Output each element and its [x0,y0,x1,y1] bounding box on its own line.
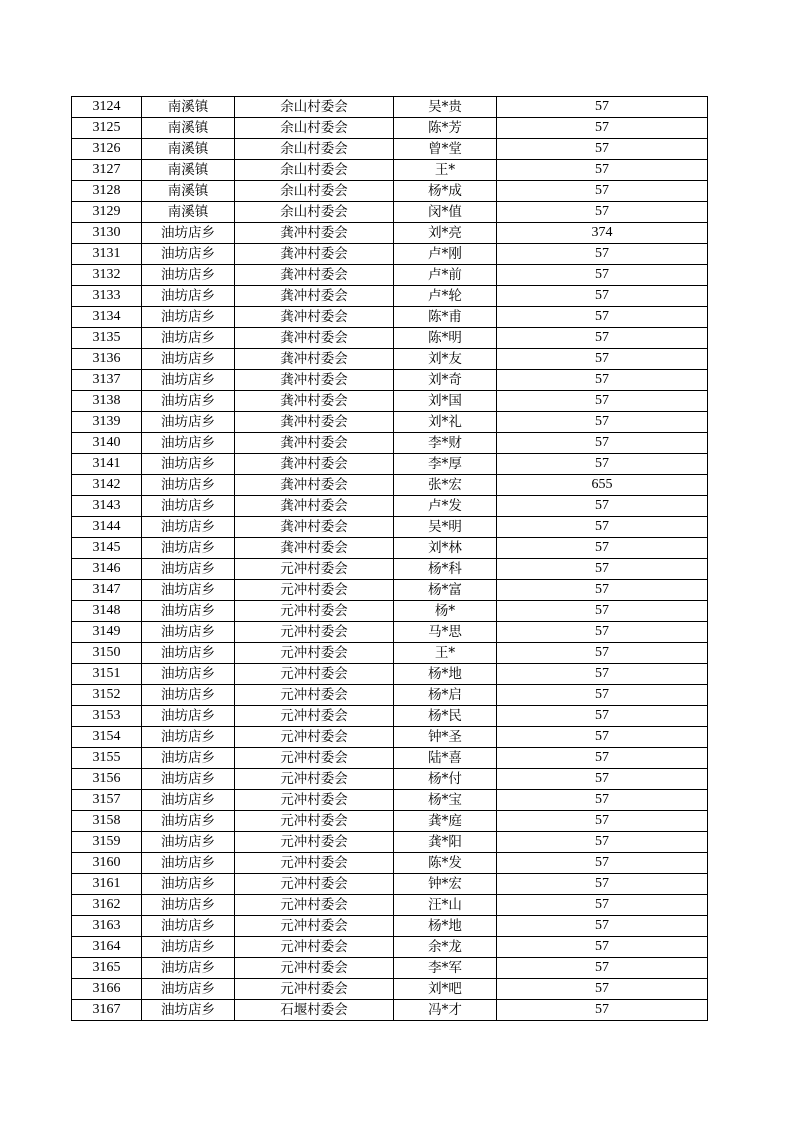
name-cell: 杨*启 [394,685,497,706]
amount-cell: 57 [497,391,708,412]
name-cell: 杨*科 [394,559,497,580]
amount-cell: 57 [497,412,708,433]
name-cell: 刘*国 [394,391,497,412]
name-cell: 杨*宝 [394,790,497,811]
name-cell: 汪*山 [394,895,497,916]
amount-cell: 57 [497,580,708,601]
township-cell: 油坊店乡 [142,349,235,370]
amount-cell: 57 [497,727,708,748]
township-cell: 油坊店乡 [142,916,235,937]
row-number-cell: 3133 [72,286,142,307]
table-row [72,643,708,664]
township-cell: 油坊店乡 [142,454,235,475]
name-cell: 张*宏 [394,475,497,496]
name-cell: 王* [394,160,497,181]
name-cell: 杨*成 [394,181,497,202]
amount-cell: 57 [497,664,708,685]
row-number-cell: 3143 [72,496,142,517]
village-committee-cell: 龚冲村委会 [235,475,394,496]
row-number-cell: 3157 [72,790,142,811]
name-cell: 钟*圣 [394,727,497,748]
village-committee-cell: 元冲村委会 [235,937,394,958]
table-row [72,265,708,286]
row-number-cell: 3147 [72,580,142,601]
row-number-cell: 3159 [72,832,142,853]
amount-cell: 57 [497,538,708,559]
row-number-cell: 3125 [72,118,142,139]
township-cell: 油坊店乡 [142,811,235,832]
township-cell: 油坊店乡 [142,559,235,580]
table-row [72,769,708,790]
table-row [72,223,708,244]
village-committee-cell: 元冲村委会 [235,580,394,601]
row-number-cell: 3131 [72,244,142,265]
table-row [72,454,708,475]
row-number-cell: 3140 [72,433,142,454]
village-committee-cell: 元冲村委会 [235,832,394,853]
amount-cell: 374 [497,223,708,244]
row-number-cell: 3126 [72,139,142,160]
table-row [72,391,708,412]
amount-cell: 57 [497,811,708,832]
township-cell: 油坊店乡 [142,328,235,349]
amount-cell: 57 [497,160,708,181]
village-committee-cell: 龚冲村委会 [235,433,394,454]
table-row [72,517,708,538]
township-cell: 油坊店乡 [142,727,235,748]
township-cell: 南溪镇 [142,160,235,181]
name-cell: 刘*友 [394,349,497,370]
name-cell: 卢*发 [394,496,497,517]
table-row [72,622,708,643]
village-committee-cell: 元冲村委会 [235,874,394,895]
table-row [72,874,708,895]
township-cell: 南溪镇 [142,139,235,160]
amount-cell: 57 [497,433,708,454]
amount-cell: 57 [497,937,708,958]
table-row [72,370,708,391]
township-cell: 油坊店乡 [142,265,235,286]
row-number-cell: 3130 [72,223,142,244]
amount-cell: 57 [497,349,708,370]
table-body [72,97,708,1021]
township-cell: 油坊店乡 [142,1000,235,1021]
row-number-cell: 3162 [72,895,142,916]
name-cell: 吴*贵 [394,97,497,118]
village-committee-cell: 龚冲村委会 [235,538,394,559]
table-row [72,97,708,118]
name-cell: 杨*地 [394,916,497,937]
amount-cell: 57 [497,118,708,139]
township-cell: 南溪镇 [142,202,235,223]
amount-cell: 57 [497,97,708,118]
name-cell: 曾*堂 [394,139,497,160]
village-committee-cell: 龚冲村委会 [235,349,394,370]
amount-cell: 57 [497,202,708,223]
amount-cell: 57 [497,685,708,706]
village-committee-cell: 龚冲村委会 [235,454,394,475]
table-row [72,181,708,202]
name-cell: 杨*富 [394,580,497,601]
township-cell: 油坊店乡 [142,958,235,979]
village-committee-cell: 石堰村委会 [235,1000,394,1021]
amount-cell: 57 [497,874,708,895]
table-row [72,916,708,937]
amount-cell: 57 [497,769,708,790]
township-cell: 油坊店乡 [142,475,235,496]
row-number-cell: 3150 [72,643,142,664]
name-cell: 杨*付 [394,769,497,790]
row-number-cell: 3136 [72,349,142,370]
village-committee-cell: 龚冲村委会 [235,517,394,538]
name-cell: 闵*值 [394,202,497,223]
village-committee-cell: 元冲村委会 [235,895,394,916]
amount-cell: 655 [497,475,708,496]
village-committee-cell: 元冲村委会 [235,811,394,832]
name-cell: 余*龙 [394,937,497,958]
township-cell: 油坊店乡 [142,937,235,958]
table-row [72,580,708,601]
row-number-cell: 3137 [72,370,142,391]
name-cell: 陈*芳 [394,118,497,139]
table-row [72,832,708,853]
amount-cell: 57 [497,244,708,265]
table-row [72,685,708,706]
table-row [72,937,708,958]
row-number-cell: 3160 [72,853,142,874]
row-number-cell: 3135 [72,328,142,349]
amount-cell: 57 [497,370,708,391]
name-cell: 龚*庭 [394,811,497,832]
table-row [72,349,708,370]
name-cell: 杨*地 [394,664,497,685]
amount-cell: 57 [497,517,708,538]
row-number-cell: 3154 [72,727,142,748]
table-row [72,160,708,181]
village-committee-cell: 元冲村委会 [235,601,394,622]
name-cell: 陈*甫 [394,307,497,328]
village-committee-cell: 龚冲村委会 [235,223,394,244]
village-committee-cell: 元冲村委会 [235,664,394,685]
name-cell: 卢*刚 [394,244,497,265]
township-cell: 油坊店乡 [142,643,235,664]
amount-cell: 57 [497,328,708,349]
village-committee-cell: 龚冲村委会 [235,496,394,517]
table-row [72,748,708,769]
amount-cell: 57 [497,622,708,643]
village-committee-cell: 余山村委会 [235,202,394,223]
amount-cell: 57 [497,181,708,202]
row-number-cell: 3141 [72,454,142,475]
village-committee-cell: 龚冲村委会 [235,265,394,286]
data-table [71,96,708,1021]
row-number-cell: 3163 [72,916,142,937]
name-cell: 吴*明 [394,517,497,538]
table-row [72,853,708,874]
name-cell: 刘*奇 [394,370,497,391]
township-cell: 油坊店乡 [142,664,235,685]
township-cell: 油坊店乡 [142,622,235,643]
row-number-cell: 3161 [72,874,142,895]
table-row [72,475,708,496]
village-committee-cell: 元冲村委会 [235,916,394,937]
row-number-cell: 3153 [72,706,142,727]
name-cell: 李*财 [394,433,497,454]
amount-cell: 57 [497,979,708,1000]
township-cell: 油坊店乡 [142,412,235,433]
amount-cell: 57 [497,286,708,307]
amount-cell: 57 [497,139,708,160]
row-number-cell: 3148 [72,601,142,622]
name-cell: 刘*吧 [394,979,497,1000]
name-cell: 李*厚 [394,454,497,475]
row-number-cell: 3138 [72,391,142,412]
township-cell: 南溪镇 [142,97,235,118]
row-number-cell: 3134 [72,307,142,328]
name-cell: 杨* [394,601,497,622]
table-row [72,139,708,160]
township-cell: 油坊店乡 [142,979,235,1000]
table-row [72,895,708,916]
village-committee-cell: 元冲村委会 [235,979,394,1000]
township-cell: 油坊店乡 [142,895,235,916]
row-number-cell: 3128 [72,181,142,202]
village-committee-cell: 余山村委会 [235,139,394,160]
township-cell: 油坊店乡 [142,517,235,538]
table-row [72,328,708,349]
village-committee-cell: 元冲村委会 [235,559,394,580]
amount-cell: 57 [497,832,708,853]
amount-cell: 57 [497,748,708,769]
amount-cell: 57 [497,916,708,937]
table-row [72,979,708,1000]
amount-cell: 57 [497,559,708,580]
amount-cell: 57 [497,454,708,475]
amount-cell: 57 [497,496,708,517]
township-cell: 南溪镇 [142,181,235,202]
name-cell: 刘*礼 [394,412,497,433]
name-cell: 卢*前 [394,265,497,286]
row-number-cell: 3156 [72,769,142,790]
amount-cell: 57 [497,895,708,916]
table-row [72,412,708,433]
township-cell: 油坊店乡 [142,223,235,244]
village-committee-cell: 元冲村委会 [235,643,394,664]
row-number-cell: 3142 [72,475,142,496]
name-cell: 陈*明 [394,328,497,349]
table-row [72,706,708,727]
township-cell: 油坊店乡 [142,769,235,790]
village-committee-cell: 龚冲村委会 [235,391,394,412]
name-cell: 马*思 [394,622,497,643]
village-committee-cell: 元冲村委会 [235,685,394,706]
name-cell: 杨*民 [394,706,497,727]
name-cell: 龚*阳 [394,832,497,853]
township-cell: 油坊店乡 [142,496,235,517]
village-committee-cell: 元冲村委会 [235,853,394,874]
row-number-cell: 3144 [72,517,142,538]
table-row [72,286,708,307]
township-cell: 油坊店乡 [142,706,235,727]
amount-cell: 57 [497,307,708,328]
name-cell: 钟*宏 [394,874,497,895]
village-committee-cell: 龚冲村委会 [235,328,394,349]
village-committee-cell: 余山村委会 [235,97,394,118]
village-committee-cell: 元冲村委会 [235,622,394,643]
village-committee-cell: 龚冲村委会 [235,307,394,328]
table-row [72,496,708,517]
amount-cell: 57 [497,706,708,727]
village-committee-cell: 龚冲村委会 [235,244,394,265]
table-row [72,601,708,622]
row-number-cell: 3124 [72,97,142,118]
row-number-cell: 3127 [72,160,142,181]
row-number-cell: 3132 [72,265,142,286]
village-committee-cell: 龚冲村委会 [235,412,394,433]
table-row [72,664,708,685]
name-cell: 陆*喜 [394,748,497,769]
row-number-cell: 3151 [72,664,142,685]
table-row [72,727,708,748]
village-committee-cell: 元冲村委会 [235,958,394,979]
table-row [72,307,708,328]
row-number-cell: 3146 [72,559,142,580]
village-committee-cell: 元冲村委会 [235,790,394,811]
row-number-cell: 3164 [72,937,142,958]
row-number-cell: 3149 [72,622,142,643]
township-cell: 油坊店乡 [142,853,235,874]
row-number-cell: 3165 [72,958,142,979]
row-number-cell: 3166 [72,979,142,1000]
row-number-cell: 3158 [72,811,142,832]
row-number-cell: 3139 [72,412,142,433]
township-cell: 油坊店乡 [142,832,235,853]
table-row [72,811,708,832]
amount-cell: 57 [497,601,708,622]
amount-cell: 57 [497,853,708,874]
village-committee-cell: 元冲村委会 [235,748,394,769]
township-cell: 油坊店乡 [142,748,235,769]
village-committee-cell: 余山村委会 [235,181,394,202]
township-cell: 油坊店乡 [142,391,235,412]
township-cell: 油坊店乡 [142,685,235,706]
township-cell: 油坊店乡 [142,580,235,601]
name-cell: 陈*发 [394,853,497,874]
township-cell: 南溪镇 [142,118,235,139]
village-committee-cell: 元冲村委会 [235,769,394,790]
amount-cell: 57 [497,265,708,286]
row-number-cell: 3155 [72,748,142,769]
table-row [72,433,708,454]
row-number-cell: 3145 [72,538,142,559]
township-cell: 油坊店乡 [142,601,235,622]
table-row [72,538,708,559]
village-committee-cell: 余山村委会 [235,160,394,181]
township-cell: 油坊店乡 [142,286,235,307]
name-cell: 卢*轮 [394,286,497,307]
table-row [72,202,708,223]
township-cell: 油坊店乡 [142,433,235,454]
name-cell: 王* [394,643,497,664]
row-number-cell: 3167 [72,1000,142,1021]
table-row [72,958,708,979]
village-committee-cell: 元冲村委会 [235,727,394,748]
township-cell: 油坊店乡 [142,370,235,391]
village-committee-cell: 元冲村委会 [235,706,394,727]
table-row [72,1000,708,1021]
village-committee-cell: 龚冲村委会 [235,370,394,391]
row-number-cell: 3152 [72,685,142,706]
village-committee-cell: 龚冲村委会 [235,286,394,307]
name-cell: 刘*亮 [394,223,497,244]
township-cell: 油坊店乡 [142,307,235,328]
table-row [72,244,708,265]
amount-cell: 57 [497,1000,708,1021]
table-row [72,118,708,139]
township-cell: 油坊店乡 [142,874,235,895]
amount-cell: 57 [497,958,708,979]
name-cell: 刘*林 [394,538,497,559]
name-cell: 冯*才 [394,1000,497,1021]
village-committee-cell: 余山村委会 [235,118,394,139]
name-cell: 李*军 [394,958,497,979]
township-cell: 油坊店乡 [142,790,235,811]
township-cell: 油坊店乡 [142,538,235,559]
amount-cell: 57 [497,643,708,664]
row-number-cell: 3129 [72,202,142,223]
township-cell: 油坊店乡 [142,244,235,265]
amount-cell: 57 [497,790,708,811]
table-row [72,790,708,811]
document-sheet [71,96,707,1021]
table-row [72,559,708,580]
